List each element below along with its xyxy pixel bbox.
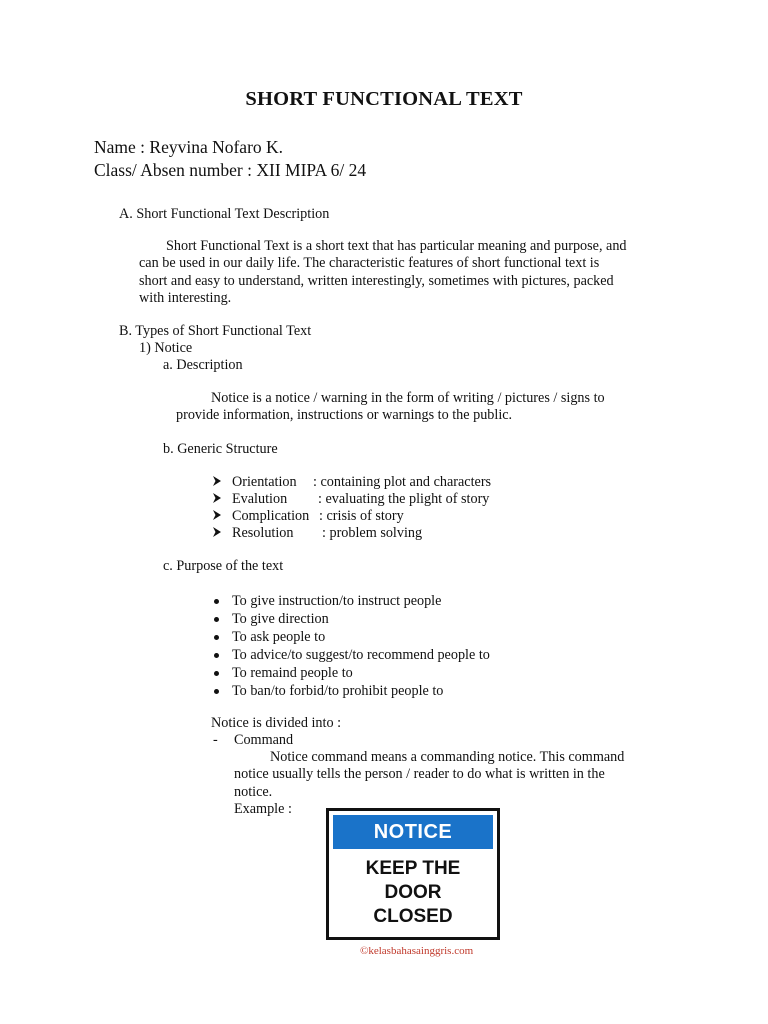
- section-a-line: can be used in our daily life. The characteristic features of short functional text is: [139, 255, 600, 272]
- command-line: notice usually tells the person / reader to do what is written in the: [234, 766, 605, 783]
- section-a-line: Short Functional Text is a short text that has particular meaning and purpose, and: [166, 238, 627, 254]
- section-b-heading: B. Types of Short Functional Text: [119, 323, 312, 339]
- section-a-heading: A. Short Functional Text Description: [119, 206, 330, 222]
- purpose-item: To remaind people to: [232, 665, 353, 681]
- divided-intro: Notice is divided into :: [211, 715, 342, 731]
- notice-sign-body: [329, 857, 497, 929]
- sub-c-heading: c. Purpose of the text: [163, 558, 284, 574]
- example-label: Example :: [234, 800, 292, 817]
- bullet-dot-icon: [214, 671, 219, 676]
- document-title: SHORT FUNCTIONAL TEXT: [245, 88, 523, 110]
- image-credit: ©kelasbahasainggris.com: [360, 945, 474, 957]
- command-dash: -: [213, 732, 218, 748]
- section-a-paragraph: [139, 238, 699, 307]
- bullet-dot-icon: [214, 599, 219, 604]
- command-line: Notice command means a commanding notice. This command: [270, 749, 625, 765]
- structure-item: [212, 491, 222, 508]
- bullet-dot-icon: [214, 617, 219, 622]
- section-a-line: short and easy to understand, written interestingly, sometimes with pictures, packed: [139, 272, 614, 289]
- student-class: Class/ Absen number : XII MIPA 6/ 24: [94, 160, 367, 180]
- purpose-item: To give instruction/to instruct people: [232, 593, 442, 609]
- structure-item: [212, 525, 222, 542]
- notice-sign-line: KEEP THE: [365, 858, 461, 879]
- purpose-item: To advice/to suggest/to recommend people to: [232, 647, 490, 663]
- bullet-dot-icon: [214, 653, 219, 658]
- structure-def: : crisis of story: [319, 508, 404, 524]
- purpose-item: To give direction: [232, 611, 329, 627]
- structure-term: Orientation: [232, 474, 297, 490]
- structure-item: [212, 508, 222, 525]
- structure-term: Complication: [232, 508, 310, 524]
- command-label: Command: [234, 732, 294, 748]
- section-a-line: with interesting.: [139, 289, 232, 306]
- structure-def: : problem solving: [322, 525, 423, 541]
- notice-sign-image: [326, 808, 500, 940]
- arrow-bullet-icon: [212, 526, 222, 538]
- description-line: provide information, instructions or warnings to the public.: [176, 407, 513, 424]
- arrow-bullet-icon: [212, 509, 222, 521]
- purpose-item: To ask people to: [232, 629, 326, 645]
- description-line: Notice is a notice / warning in the form of writing / pictures / signs to: [211, 390, 605, 406]
- structure-def: : evaluating the plight of story: [318, 491, 490, 507]
- notice-sign-line: CLOSED: [373, 906, 453, 927]
- structure-item: [212, 474, 222, 491]
- arrow-bullet-icon: [212, 492, 222, 504]
- structure-def: : containing plot and characters: [313, 474, 492, 490]
- sub-a-heading: a. Description: [163, 357, 243, 373]
- bullet-dot-icon: [214, 689, 219, 694]
- sub-b-heading: b. Generic Structure: [163, 441, 278, 457]
- notice-description: [176, 390, 696, 425]
- structure-term: Evalution: [232, 491, 288, 507]
- purpose-item: To ban/to forbid/to prohibit people to: [232, 683, 444, 699]
- structure-term: Resolution: [232, 525, 294, 541]
- bullet-dot-icon: [214, 635, 219, 640]
- notice-sign-header: NOTICE: [333, 815, 493, 849]
- notice-sign-line: DOOR: [384, 882, 442, 903]
- student-name: Name : Reyvina Nofaro K.: [94, 137, 284, 157]
- arrow-bullet-icon: [212, 475, 222, 487]
- notice-item-label: 1) Notice: [139, 340, 193, 356]
- command-line: notice.: [234, 783, 273, 800]
